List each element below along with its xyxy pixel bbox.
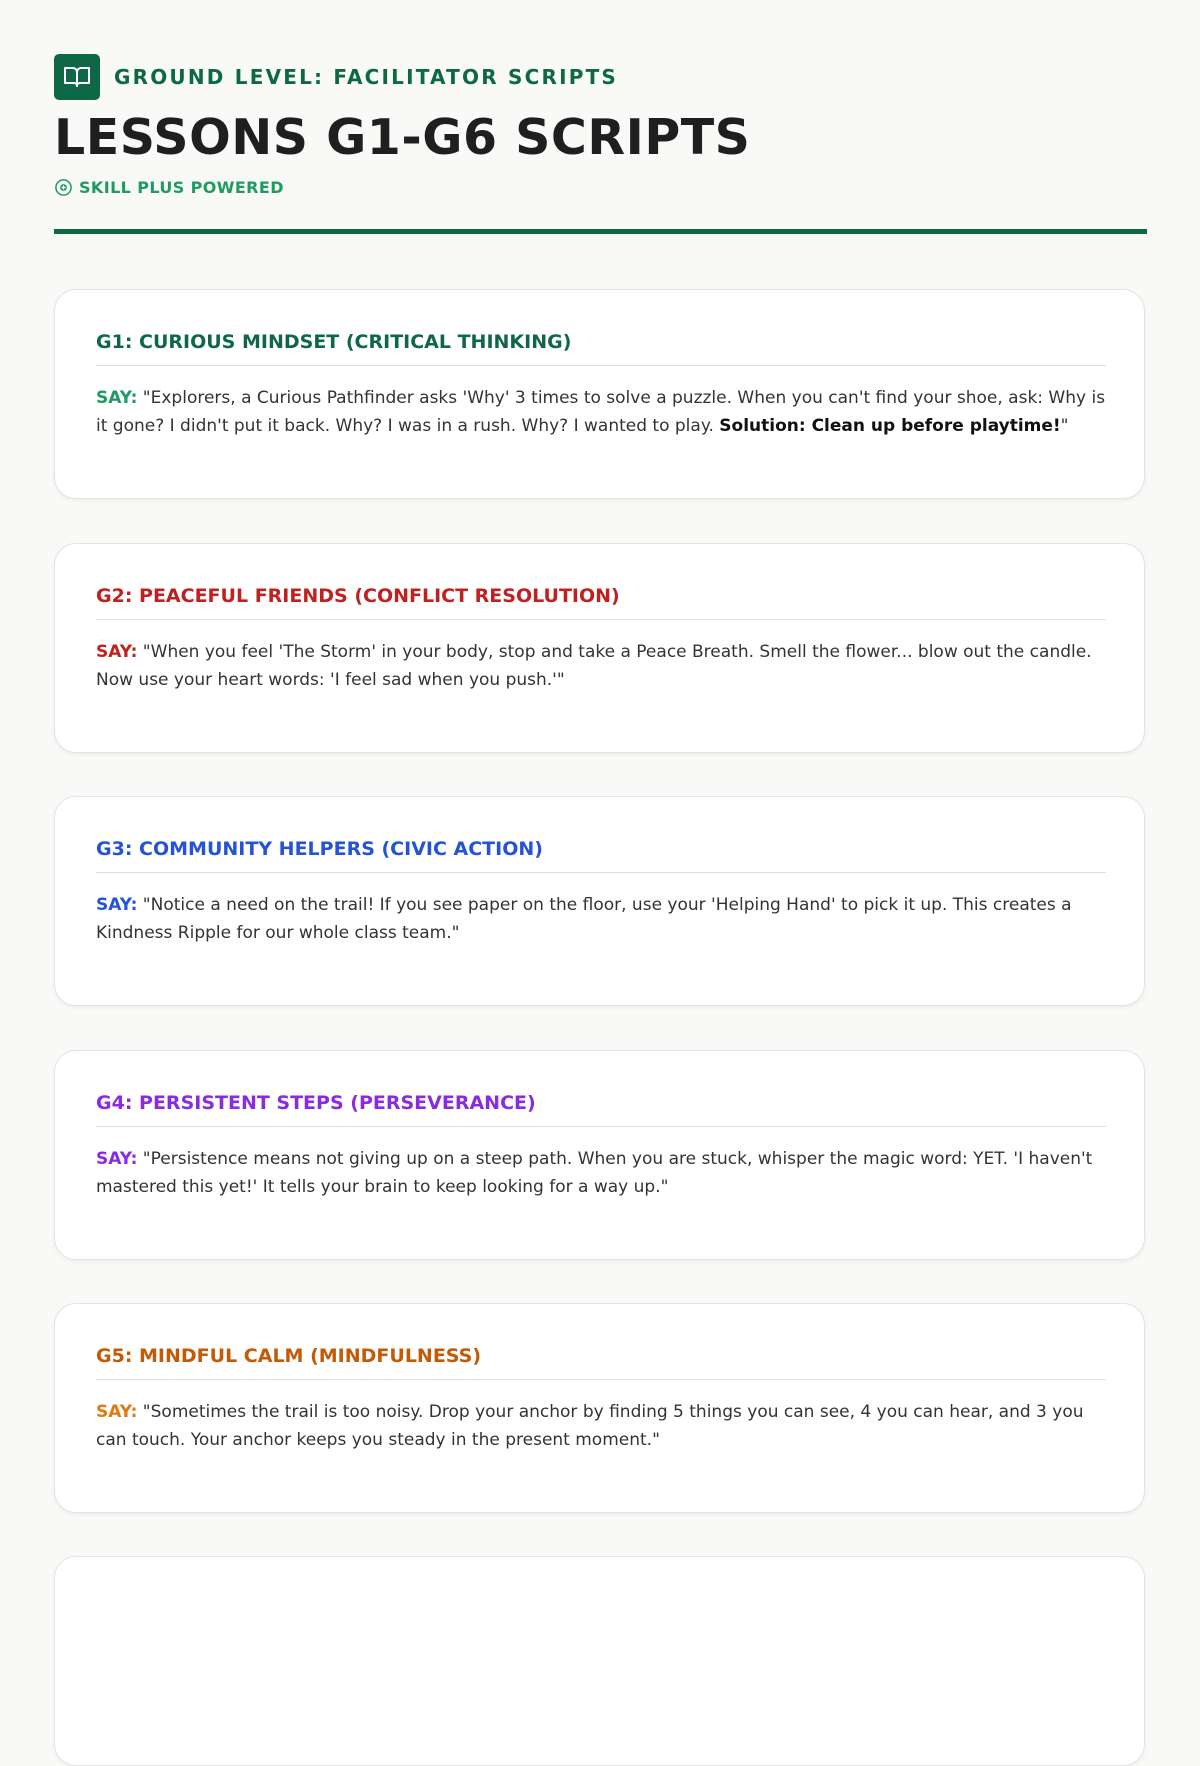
lesson-card-g2	[54, 543, 1145, 753]
say-label: SAY:	[96, 1149, 138, 1169]
say-label: SAY:	[96, 1402, 138, 1422]
script-emphasis: Solution: Clean up before playtime!	[719, 416, 1061, 436]
script-text: "Notice a need on the trail! If you see paper on the floor, use your 'Helping Hand' to pick it up. This creates a Kindness Ripple for our whole class team."	[96, 895, 1072, 943]
plus-circle-icon	[54, 178, 73, 197]
lesson-title: G3: COMMUNITY HELPERS (CIVIC ACTION)	[96, 835, 1106, 873]
script-text: "Persistence means not giving up on a steep path. When you are stuck, whisper the magic word: YET. 'I haven't mastered this yet!' It tells your brain to keep looking for a way up."	[96, 1149, 1093, 1197]
lesson-title: G1: CURIOUS MINDSET (CRITICAL THINKING)	[96, 328, 1106, 366]
lesson-card-g5	[54, 1303, 1145, 1513]
say-label: SAY:	[96, 642, 138, 662]
lesson-title: G4: PERSISTENT STEPS (PERSEVERANCE)	[96, 1089, 1106, 1127]
open-book-icon-glyph	[63, 65, 91, 89]
powered-badge	[54, 178, 284, 197]
header-divider	[54, 229, 1147, 234]
lesson-script	[96, 891, 1106, 947]
lesson-card-g3	[54, 796, 1145, 1006]
page	[54, 0, 1147, 1450]
lesson-card-g4	[54, 1050, 1145, 1260]
lesson-script	[96, 1398, 1106, 1454]
lesson-title: G2: PEACEFUL FRIENDS (CONFLICT RESOLUTION)	[96, 582, 1106, 620]
lesson-script	[96, 384, 1106, 440]
say-label: SAY:	[96, 388, 138, 408]
script-text: "Sometimes the trail is too noisy. Drop your anchor by finding 5 things you can see, 4 you can hear, and 3 you can touch. Your anchor keeps you steady in the present moment."	[96, 1402, 1084, 1450]
eyebrow	[54, 54, 618, 100]
lesson-script	[96, 1145, 1106, 1201]
lesson-title: G5: MINDFUL CALM (MINDFULNESS)	[96, 1342, 1106, 1380]
section-label: GROUND LEVEL: FACILITATOR SCRIPTS	[114, 65, 619, 89]
page-header	[54, 0, 1147, 236]
lesson-card-g1	[54, 289, 1145, 499]
lesson-script	[96, 638, 1106, 694]
script-text: "Explorers, a Curious Pathfinder asks 'Why' 3 times to solve a puzzle. When you can't find your shoe, ask: Why is it gone? I didn't put it back. Why? I was in a rush. Why? I wanted to play.	[96, 388, 1106, 436]
page-title: LESSONS G1-G6 SCRIPTS	[54, 109, 751, 166]
say-label: SAY:	[96, 895, 138, 915]
script-text-end: "	[1060, 416, 1069, 436]
powered-label: SKILL PLUS POWERED	[79, 178, 284, 197]
script-text: "When you feel 'The Storm' in your body, stop and take a Peace Breath. Smell the flower... blow out the candle. Now use your heart words: 'I feel sad when you push.'"	[96, 642, 1092, 690]
lesson-card-g6	[54, 1556, 1145, 1766]
open-book-icon	[54, 54, 100, 100]
